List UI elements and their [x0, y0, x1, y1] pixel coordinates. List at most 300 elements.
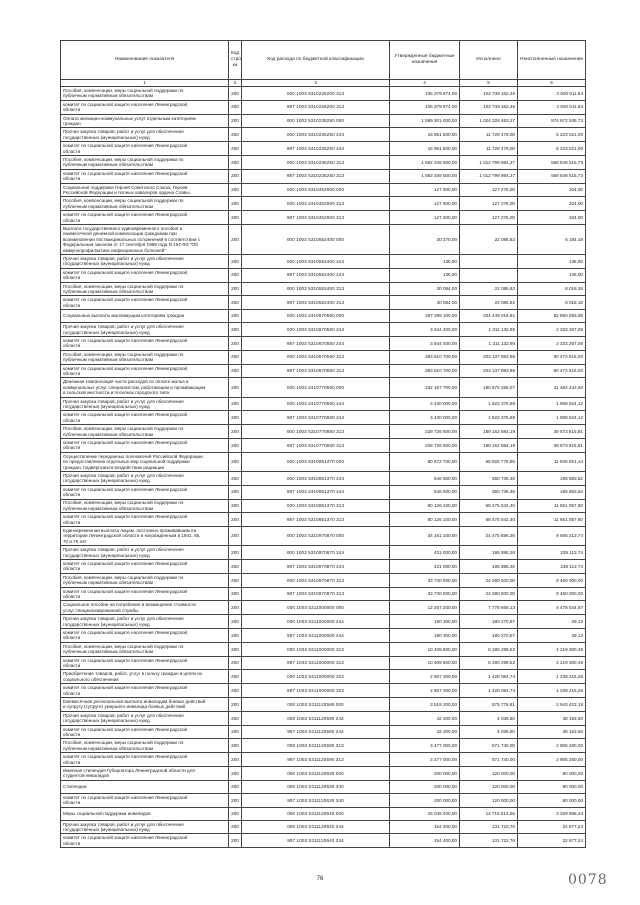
table-body: [61, 87, 586, 848]
row-approved: 546 600,00: [390, 485, 460, 499]
row-unexecuted: 11 651 057,60: [518, 513, 586, 527]
table-row: [61, 711, 586, 725]
row-approved: 180 300,00: [390, 629, 460, 643]
row-line-code: 200: [229, 254, 242, 268]
row-name-line: области: [63, 732, 81, 738]
row-approved: 10 409 600,00: [390, 642, 460, 656]
row-budget-code: 000 1003 5310670560 313: [242, 350, 390, 364]
row-name: [61, 656, 229, 670]
row-name: [61, 87, 229, 101]
row-name: [61, 183, 229, 197]
row-name-line: иммунопрофилактике инфекционных болезней": [63, 247, 166, 253]
row-name-line: области: [63, 519, 81, 525]
row-approved: 16 951 500,00: [390, 142, 460, 156]
row-name-line: публичным нормативным обязательствам: [63, 649, 153, 655]
row-executed: 68 825 778,86: [460, 452, 518, 471]
row-name-line: государственных (муниципальных) нужд: [63, 621, 150, 627]
row-unexecuted: 80 472 816,04: [518, 364, 586, 378]
row-executed: 11 728 479,00: [460, 142, 518, 156]
row-approved: 2 667 300,00: [390, 670, 460, 684]
row-budget-code: 000 1003 5310552400 000: [242, 224, 390, 254]
row-name-line: комитет по социальной защите населения Ленинградской: [63, 754, 188, 760]
row-budget-code: 000 1003 5310452900 313: [242, 197, 390, 211]
row-name: [61, 438, 229, 452]
row-name-line: территории Ленинградской области и награжденным в 1941, 65,: [63, 533, 201, 539]
row-approved: 431 000,00: [390, 560, 460, 574]
row-name: [61, 820, 229, 834]
row-executed: 189 152 884,19: [460, 438, 518, 452]
row-name-line: области: [63, 690, 81, 696]
row-name-line: области: [63, 445, 81, 451]
column-number: 4: [390, 80, 460, 87]
row-unexecuted: 8 018,18: [518, 296, 586, 310]
row-unexecuted: 2 905 260,00: [518, 739, 586, 753]
row-name-line: комитет по социальной защите населения Ленинградской: [63, 337, 188, 343]
row-executed: 190 675 266,07: [460, 378, 518, 397]
row-approved: 283 610 700,00: [390, 364, 460, 378]
row-budget-code: 987 1003 5310552400 313: [242, 296, 390, 310]
row-approved: 3 519 200,00: [390, 698, 460, 712]
row-budget-code: 000 1003 5310851370 000: [242, 452, 390, 471]
row-unexecuted: 38 163,50: [518, 711, 586, 725]
row-name-line: области: [63, 800, 81, 806]
row-executed: 1 428 084,74: [460, 684, 518, 698]
row-name: [61, 169, 229, 183]
row-budget-code: 000 1003 5311000000 313: [242, 642, 390, 656]
row-approved: 1 599 301 000,00: [390, 114, 460, 128]
row-name-line: публичным нормативным обязательствам: [63, 357, 153, 363]
row-unexecuted: 4 219 300,48: [518, 642, 586, 656]
column-number-row: [61, 80, 586, 87]
row-name: [61, 793, 229, 807]
row-name-line: области: [63, 176, 81, 182]
row-name-line: ежемесячной денежной компенсации гражданам при: [63, 231, 177, 237]
row-line-code: 200: [229, 642, 242, 656]
row-budget-code: 987 1003 5310235250 313: [242, 169, 390, 183]
row-unexecuted: 5 223 021,00: [518, 128, 586, 142]
row-name: [61, 155, 229, 169]
row-unexecuted: 39 573 815,81: [518, 425, 586, 439]
row-executed: 203 137 883,96: [460, 350, 518, 364]
row-approved: 228 726 600,00: [390, 425, 460, 439]
row-budget-code: 000 1003 5311120590 244: [242, 711, 390, 725]
row-name-line: Пособия, компенсации, меры социальной поддержки по: [63, 500, 184, 506]
row-budget-code: 987 1003 5310670560 244: [242, 336, 390, 350]
row-approved: 287 299 100,00: [390, 310, 460, 323]
row-unexecuted: 324,00: [518, 211, 586, 225]
row-executed: 6 190 299,52: [460, 656, 518, 670]
row-unexecuted: 2 943 423,19: [518, 698, 586, 712]
row-executed: 575 776,81: [460, 698, 518, 712]
row-line-code: 200: [229, 615, 242, 629]
row-approved: 200 000,00: [390, 780, 460, 793]
row-budget-code: 987 1003 5310235250 244: [242, 142, 390, 156]
row-name: [61, 560, 229, 574]
row-approved: 3 644 400,00: [390, 323, 460, 337]
header-executed: Исполнено: [460, 41, 518, 80]
row-executed: 24 280 000,00: [460, 587, 518, 601]
row-name-line: Пособия, компенсации, меры социальной поддержки по: [63, 87, 184, 93]
column-number: 1: [61, 80, 229, 87]
row-name-line: Прочая закупка товаров, работ и услуг для обеспечения: [63, 472, 184, 478]
row-name-line: Пособия, компенсации, меры социальной поддержки по: [63, 740, 184, 746]
table-row: [61, 268, 586, 282]
row-name: [61, 629, 229, 643]
table-row: [61, 670, 586, 684]
table-row: [61, 560, 586, 574]
row-line-code: 200: [229, 499, 242, 513]
row-executed: 6 190 299,52: [460, 642, 518, 656]
table-row: [61, 254, 586, 268]
row-line-code: 200: [229, 411, 242, 425]
table-row: [61, 282, 586, 296]
row-name: [61, 254, 229, 268]
row-name-line: области: [63, 302, 81, 308]
row-name: [61, 142, 229, 156]
row-executed: [460, 254, 518, 268]
row-name-line: Единовременная выплата лицам, постоянно проживавшим на: [63, 528, 197, 534]
row-executed: 350 736,48: [460, 471, 518, 485]
row-line-code: 200: [229, 656, 242, 670]
row-name-line: Социальная поддержка Героев Советского Союза, Героев: [63, 184, 188, 190]
row-name-line: возникновении поствакцинальных осложнений в соответствии с: [63, 236, 201, 242]
row-name-line: комитет по социальной защите населения Ленинградской: [63, 269, 188, 275]
row-unexecuted: 195 863,52: [518, 471, 586, 485]
row-name: [61, 601, 229, 615]
table-row: [61, 513, 586, 527]
table-row: [61, 753, 586, 767]
table-row: [61, 546, 586, 560]
row-line-code: 200: [229, 397, 242, 411]
row-name-line: комитет по социальной защите населения Ленинградской: [63, 297, 188, 303]
row-name-line: граждан, подвергшихся воздействию радиации: [63, 464, 165, 470]
row-budget-code: 000 1003 5310552400 244: [242, 254, 390, 268]
table-row: [61, 793, 586, 807]
row-line-code: 200: [229, 629, 242, 643]
table-row: [61, 87, 586, 101]
row-unexecuted: 569 549 515,73: [518, 169, 586, 183]
table-row: [61, 397, 586, 411]
row-unexecuted: 8 184,18: [518, 224, 586, 254]
table-row: [61, 364, 586, 378]
table-row: [61, 834, 586, 848]
row-name-line: Денежная компенсация части расходов по оплате жилья и: [63, 379, 189, 385]
row-budget-code: 987 1003 5310552400 244: [242, 268, 390, 282]
row-name-line: комитет по социальной защите населения Ленинградской: [63, 835, 188, 841]
row-name: [61, 411, 229, 425]
table-row: [61, 350, 586, 364]
row-budget-code: 987 1003 5311000000 313: [242, 656, 390, 670]
row-executed: 120 000,00: [460, 793, 518, 807]
row-executed: 180 270,87: [460, 615, 518, 629]
row-name-line: Социальные выплаты малоимущим категориям граждан: [63, 313, 185, 319]
row-approved: 127 600,00: [390, 183, 460, 197]
row-approved: 80 126 100,00: [390, 499, 460, 513]
row-line-code: 200: [229, 452, 242, 471]
row-unexecuted: 11 846 921,14: [518, 452, 586, 471]
row-approved: 16 951 500,00: [390, 128, 460, 142]
table-row: [61, 820, 586, 834]
row-approved: 1 582 349 500,00: [390, 169, 460, 183]
row-approved: 127 600,00: [390, 211, 460, 225]
table-row: [61, 807, 586, 820]
row-unexecuted: 1 239 215,26: [518, 670, 586, 684]
row-approved: 12 257 200,00: [390, 601, 460, 615]
row-name-line: Прочая закупка товаров, работ и услуг для обеспечения: [63, 324, 184, 330]
row-approved: 30 084,00: [390, 282, 460, 296]
row-name: [61, 100, 229, 114]
row-name-line: области: [63, 840, 81, 846]
row-name-line: комитет по социальной защите населения Ленинградской: [63, 365, 188, 371]
column-number: 5: [460, 80, 518, 87]
table-row: [61, 296, 586, 310]
row-name: [61, 587, 229, 601]
row-name-line: государственных (муниципальных) нужд: [63, 329, 150, 335]
table-row: [61, 684, 586, 698]
row-name-line: публичным нормативным обязательствам: [63, 580, 153, 586]
row-unexecuted: 11 651 057,60: [518, 499, 586, 513]
budget-execution-table: [60, 40, 586, 848]
row-approved: 200 000,00: [390, 793, 460, 807]
table-row: [61, 378, 586, 397]
row-budget-code: 000 1003 5310670560 000: [242, 310, 390, 323]
row-budget-code: 987 1003 5310770860 244: [242, 411, 390, 425]
row-name-line: Выплата государственного единовременного пособия и: [63, 225, 183, 231]
row-executed: 189 152 884,19: [460, 425, 518, 439]
row-unexecuted: 22 677,24: [518, 820, 586, 834]
row-line-code: 200: [229, 573, 242, 587]
row-budget-code: 000 1003 5311000000 244: [242, 615, 390, 629]
row-line-code: 200: [229, 224, 242, 254]
row-executed: 1 012 799 984,27: [460, 169, 518, 183]
row-unexecuted: 8 018,18: [518, 282, 586, 296]
row-unexecuted: 38 163,50: [518, 725, 586, 739]
table-row: [61, 155, 586, 169]
row-name: [61, 378, 229, 397]
row-name-line: и супругу (супруге) умершего инвалида боевых действий: [63, 704, 186, 710]
row-budget-code: 000 1003 5311000000 323: [242, 670, 390, 684]
row-line-code: 200: [229, 425, 242, 439]
row-name-line: комитет по социальной защите населения Ленинградской: [63, 170, 188, 176]
row-name-line: комитет по социальной защите населения Ленинградской: [63, 439, 188, 445]
row-executed: 195 886,26: [460, 546, 518, 560]
row-budget-code: 000 1003 5310770860 244: [242, 397, 390, 411]
row-executed: 1 522 375,88: [460, 411, 518, 425]
page-number: 76: [316, 876, 324, 882]
row-name: [61, 615, 229, 629]
archive-stamp: 0078: [568, 872, 608, 888]
table-header-row: [61, 41, 586, 80]
row-name-line: Прочая закупка товаров, работ и услуг для обеспечения: [63, 712, 184, 718]
row-name-line: комитет по социальной защите населения Ленинградской: [63, 630, 188, 636]
row-budget-code: 987 1003 5311120640 244: [242, 834, 390, 848]
row-line-code: 200: [229, 725, 242, 739]
row-name: [61, 807, 229, 820]
table-row: [61, 629, 586, 643]
row-name-line: Пособия, компенсации, меры социальной поддержки по: [63, 198, 184, 204]
table-row: [61, 211, 586, 225]
table-row: [61, 485, 586, 499]
row-approved: 10 409 600,00: [390, 656, 460, 670]
row-unexecuted: 80 472 816,04: [518, 350, 586, 364]
row-budget-code: 000 1003 5310226200 313: [242, 87, 390, 101]
row-name: [61, 282, 229, 296]
row-executed: 1 428 084,74: [460, 670, 518, 684]
row-budget-code: 000 1003 5310552400 313: [242, 282, 390, 296]
table-row: [61, 573, 586, 587]
table-row: [61, 587, 586, 601]
row-line-code: 200: [229, 698, 242, 712]
row-name: [61, 499, 229, 513]
row-name: [61, 767, 229, 781]
table-row: [61, 183, 586, 197]
row-unexecuted: 9 450 000,00: [518, 587, 586, 601]
table-row: [61, 169, 586, 183]
row-approved: 431 000,00: [390, 546, 460, 560]
row-budget-code: 000 1003 5310770860 000: [242, 378, 390, 397]
row-executed: 12 715 513,56: [460, 807, 518, 820]
row-name-line: области: [63, 635, 81, 641]
row-executed: 1 522 375,88: [460, 397, 518, 411]
row-budget-code: 000 1003 5311120590 313: [242, 739, 390, 753]
row-executed: 1 311 132,95: [460, 336, 518, 350]
row-unexecuted: 80 000,00: [518, 767, 586, 781]
row-budget-code: 000 1003 5311120590 000: [242, 698, 390, 712]
table-row: [61, 601, 586, 615]
row-name-line: Социальное пособие на погребение и возмещение стоимости: [63, 602, 196, 608]
row-name: [61, 698, 229, 712]
row-executed: 4 036,50: [460, 725, 518, 739]
row-name-line: области: [63, 492, 81, 498]
table-row: [61, 323, 586, 337]
row-unexecuted: 1 908 624,12: [518, 411, 586, 425]
row-name: [61, 684, 229, 698]
table-row: [61, 698, 586, 712]
row-executed: 24 280 000,00: [460, 573, 518, 587]
row-approved: 105 379 674,00: [390, 100, 460, 114]
table-row: [61, 452, 586, 471]
row-name: [61, 425, 229, 439]
row-name-line: Прочая закупка товаров, работ и услуг для обеспечения: [63, 547, 184, 553]
row-budget-code: 000 1003 5310670560 244: [242, 323, 390, 337]
row-name: [61, 128, 229, 142]
row-budget-code: 000 1003 5310851370 313: [242, 499, 390, 513]
row-name-line: социального обеспечения: [63, 676, 119, 682]
row-line-code: 200: [229, 100, 242, 114]
row-name-line: комитет по социальной защите населения Ленинградской: [63, 685, 188, 691]
row-line-code: 200: [229, 767, 242, 781]
row-name: [61, 527, 229, 546]
row-budget-code: 987 1003 5310851370 244: [242, 485, 390, 499]
row-approved: 200 000,00: [390, 767, 460, 781]
row-line-code: 200: [229, 753, 242, 767]
row-budget-code: 987 1003 5310670560 313: [242, 364, 390, 378]
row-executed: 131 722,76: [460, 834, 518, 848]
row-executed: 7 778 655,13: [460, 601, 518, 615]
row-executed: 180 270,87: [460, 629, 518, 643]
row-budget-code: 000 1003 5311120640 244: [242, 820, 390, 834]
row-approved: 232 157 700,00: [390, 378, 460, 397]
row-line-code: 200: [229, 807, 242, 820]
row-budget-code: 000 1003 5310452900 000: [242, 183, 390, 197]
row-name: [61, 670, 229, 684]
row-name: [61, 211, 229, 225]
row-name-line: граждан: [63, 120, 81, 126]
row-executed: 1 311 132,95: [460, 323, 518, 337]
row-name-line: Пособия, компенсации, меры социальной поддержки по: [63, 643, 184, 649]
row-name-line: государственных (муниципальных) нужд: [63, 552, 150, 558]
row-unexecuted: 1 908 624,12: [518, 397, 586, 411]
row-name-line: студентов-инвалидов: [63, 773, 109, 779]
row-line-code: 200: [229, 820, 242, 834]
row-executed: 11 728 479,00: [460, 128, 518, 142]
row-name: [61, 725, 229, 739]
row-unexecuted: 574 972 536,73: [518, 114, 586, 128]
row-name-line: публичным нормативным обязательствам: [63, 288, 153, 294]
row-unexecuted: 324,00: [518, 183, 586, 197]
row-approved: 30 270,00: [390, 224, 460, 254]
row-budget-code: 987 1003 5311120630 340: [242, 793, 390, 807]
row-unexecuted: 2 630 511,54: [518, 100, 586, 114]
row-name-line: государственных (муниципальных) нужд: [63, 261, 150, 267]
row-executed: 120 000,00: [460, 780, 518, 793]
row-name-line: области: [63, 217, 81, 223]
row-executed: 120 000,00: [460, 767, 518, 781]
table-row: [61, 642, 586, 656]
row-executed: 24 475 886,26: [460, 527, 518, 546]
row-executed: 131 722,76: [460, 820, 518, 834]
row-unexecuted: 235 113,74: [518, 560, 586, 574]
row-line-code: 200: [229, 364, 242, 378]
row-budget-code: 987 1003 5311000000 323: [242, 684, 390, 698]
row-name-line: услуг специализированной службы: [63, 607, 139, 613]
row-name-line: комитет по социальной защите населения Ленинградской: [63, 588, 188, 594]
row-budget-code: 987 1003 5310226200 313: [242, 100, 390, 114]
row-name-line: области: [63, 148, 81, 154]
row-line-code: 200: [229, 560, 242, 574]
row-name-line: области: [63, 343, 81, 349]
row-approved: 127 600,00: [390, 197, 460, 211]
row-name-line: государственных (муниципальных) нужд: [63, 718, 150, 724]
row-name: [61, 780, 229, 793]
row-unexecuted: 29,13: [518, 615, 586, 629]
row-name: [61, 739, 229, 753]
row-line-code: 200: [229, 282, 242, 296]
header-approved: Утвержденные бюджетные назначения: [390, 41, 460, 80]
row-unexecuted: 82 850 083,09: [518, 310, 586, 323]
row-line-code: 200: [229, 142, 242, 156]
row-unexecuted: 29,13: [518, 629, 586, 643]
row-approved: 1 582 349 500,00: [390, 155, 460, 169]
table-row: [61, 471, 586, 485]
row-executed: 68 475 042,40: [460, 513, 518, 527]
row-approved: 136,00: [390, 268, 460, 282]
row-approved: 42 200,00: [390, 711, 460, 725]
row-budget-code: 000 1003 5310970870 313: [242, 573, 390, 587]
row-name-line: Оплата жилищно-коммунальных услуг отдельным категориям: [63, 115, 196, 121]
row-approved: 3 644 400,00: [390, 336, 460, 350]
row-name-line: комитет по социальной защите населения Ленинградской: [63, 657, 188, 663]
row-name-line: Ежемесячная региональная выплата инвалидам боевых действий: [63, 699, 206, 705]
row-name-line: коммунальных услуг специалистам, работающим и проживающим: [63, 384, 206, 390]
row-name-line: государственных (муниципальных) нужд: [63, 827, 150, 833]
row-name-line: области: [63, 594, 81, 600]
row-name: [61, 642, 229, 656]
row-unexecuted: 195 863,52: [518, 485, 586, 499]
row-budget-code: 987 1003 5310851370 313: [242, 513, 390, 527]
row-name-line: комитет по социальной защите населения Ленинградской: [63, 143, 188, 149]
row-executed: 350 736,48: [460, 485, 518, 499]
